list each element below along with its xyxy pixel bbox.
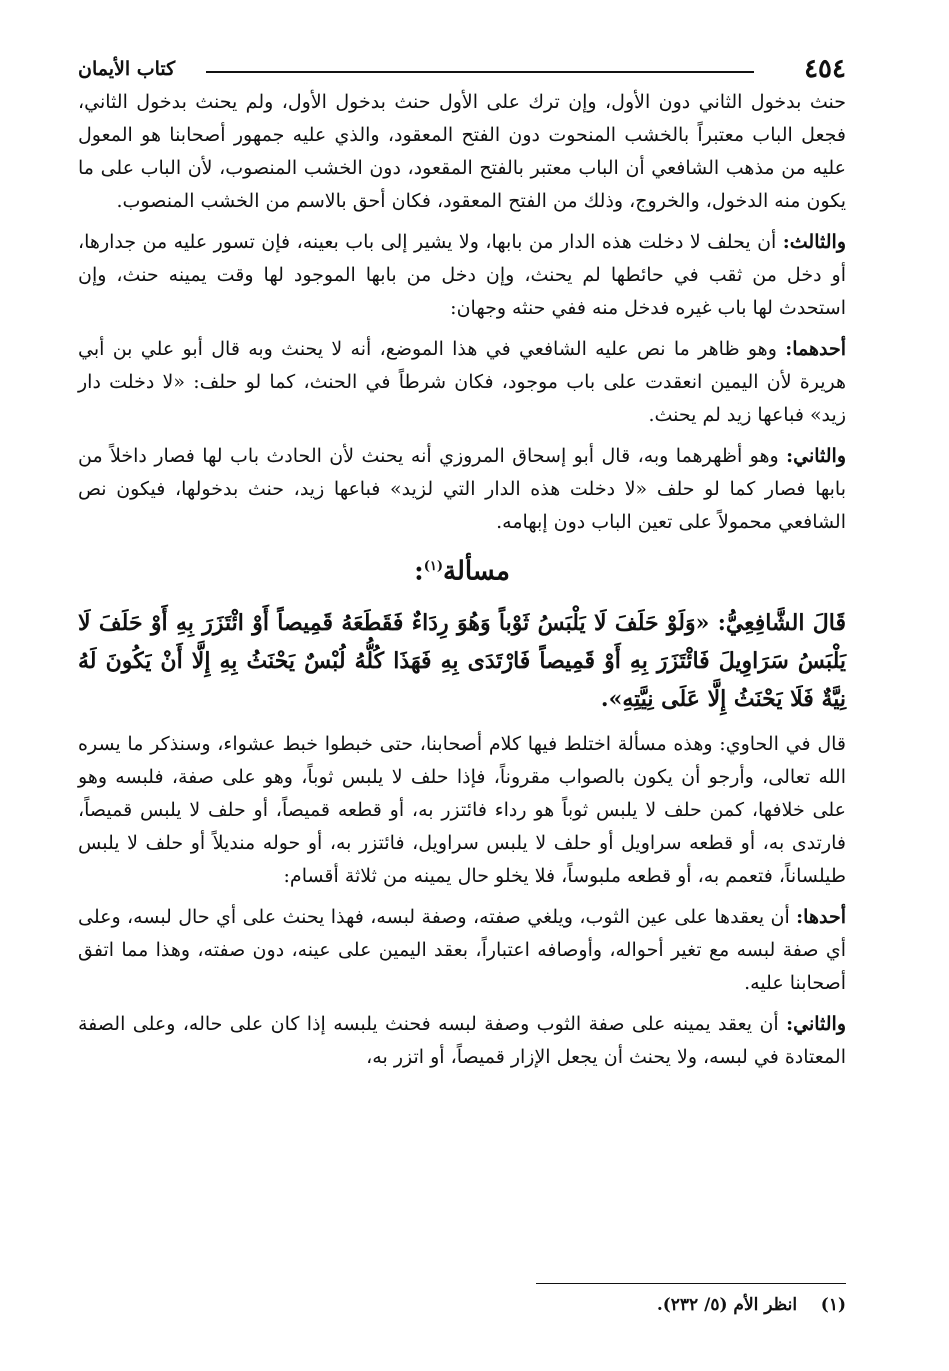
page [78, 52, 846, 1315]
section-heading [78, 549, 846, 590]
paragraph-first-view [78, 333, 846, 432]
paragraph-body: أن يحلف لا دخلت هذه الدار من بابها، ولا يشير إلى باب بعينه، فإن تسور عليه من جدارها، أو دخل من ثقب في حائطها لم يحنث، وإن دخل من بابها الموجود لها وقت يمينه حنث، وإن استحدث لها باب غيره فدخل منه ففي حنثه وجهان: [78, 231, 846, 319]
page-number: ٤٥٤ [804, 54, 846, 84]
paragraph-body: أن يعقد يمينه على صفة الثوب وصفة لبسه فحنث يلبسه إذا كان على حاله، وعلى الصفة المعتادة في لبسه، ولا يحنث أن يجعل الإزار قميصاً، أو اتزر به، [78, 1012, 846, 1068]
paragraph-first-division [78, 901, 846, 1000]
paragraph-1: حنث بدخول الثاني دون الأول، وإن ترك على الأول حنث بدخول الأول، ولم يحنث بدخول الثاني، فجعل الباب معتبراً بالخشب المنحوت دون الفتح المعقود، والذي عليه جمهور أصحابنا هو المعول عليه من مذهب الشافعي أن الباب معتبر بالفتح المقعود، دون الخشب المنصوب، لأن الباب على ما يكون منه الدخول، والخروج، وذلك من الفتح المعقود، فكان أحق بالاسم من الخشب المنصوب. [78, 91, 846, 212]
footnote-marker: (١) [820, 1295, 846, 1315]
paragraph-hawi: قال في الحاوي: وهذه مسألة اختلط فيها كلام أصحابنا، حتى خبطوا خبط عشواء، وسنذكر ما يسره الله تعالى، وأرجو أن يكون بالصواب مقروناً، فإذا حلف لا يلبس ثوباً، وهو على صفة، فلبسه وهو على خلافها، كمن حلف لا يلبس ثوباً هو رداء فائتزر به، أو قطعه قميصاً، أو حلف لا يلبس قميصاً، فارتدى به، أو قطعه سراويل أو حلف لا يلبس سراويل، فائتزر به، أو حوله منديلاً أو حلف لا يلبس طيلساناً، فتعمم به، أو قطعه ملبوساً، فلا يخلو حال يمينه من ثلاثة أقسام: [78, 732, 846, 887]
header-rule [206, 71, 754, 73]
paragraph-lead: والثاني: [786, 445, 846, 467]
paragraph-lead: والثالث: [782, 231, 846, 253]
running-header [78, 52, 846, 86]
paragraph-second-division [78, 1008, 846, 1074]
heading-colon: : [414, 556, 424, 587]
paragraph-body: وهو ظاهر ما نص عليه الشافعي في هذا الموضع، أنه لا يحنث وبه قال أبو علي بن أبي هريرة لأن اليمين انعقدت على باب موجود، فكان شرطاً في الحنث، كما لو حلف: «لا دخلت دار زيد» فباعها زيد لم يحنث. [78, 338, 846, 426]
footnote [657, 1292, 846, 1318]
paragraph-third-case [78, 226, 846, 325]
paragraph-lead: والثاني: [786, 1012, 846, 1035]
footnote-rule [536, 1283, 846, 1284]
paragraph-body: أن يعقدها على عين الثوب، ويلغي صفته، وصفة لبسه، فهذا يحنث على أي حال لبسه، وعلى أي صفة لبسه مع تغير أحواله، وأوصافه اعتباراً، بعقد اليمين على عينه، دون صفته، وهذا مما اتفق أصحابنا عليه. [78, 905, 846, 994]
paragraph-lead: أحدهما: [785, 338, 846, 360]
footnote-text: انظر الأم (٥/ ٢٣٢). [656, 1295, 798, 1315]
shafii-quote: قَالَ الشَّافِعِيُّ: «وَلَوْ حَلَفَ لَا يَلْبَسُ ثَوْباً وَهُوَ رِدَاءٌ فَقَطَعَهُ قَمِيصاً أَوْ ائْتَزَرَ بِهِ أَوْ حَلَفَ لَا يَلْبَسُ سَرَاوِيلَ فَائْتَزَرَ بِهِ أَوْ قَمِيصاً فَارْتَدَى بِهِ فَهَذَا كُلُّهُ لُبْسٌ يَحْنَثُ بِهِ إِلَّا أَنْ يَكُونَ لَهُ نِيَّةٌ فَلَا يَحْنَثُ إِلَّا عَلَى نِيَّتِهِ». [78, 609, 846, 712]
paragraph-lead: أحدها: [796, 905, 846, 928]
book-title: كتاب الأيمان [78, 58, 176, 80]
footnote-ref: (١) [423, 559, 443, 574]
paragraph-second-view [78, 440, 846, 539]
paragraph-body: وهو أظهرهما وبه، قال أبو إسحاق المروزي أنه يحنث لأن الحادث باب لها فصار داخلاً من بابها فصار كما لو حلف «لا دخلت هذه الدار التي لزيد» فباعها زيد، حنث بدخولها، فيكون نص الشافعي محمولاً على تعين الباب دون إبهامه. [78, 445, 846, 533]
heading-text: مسألة [443, 556, 510, 587]
